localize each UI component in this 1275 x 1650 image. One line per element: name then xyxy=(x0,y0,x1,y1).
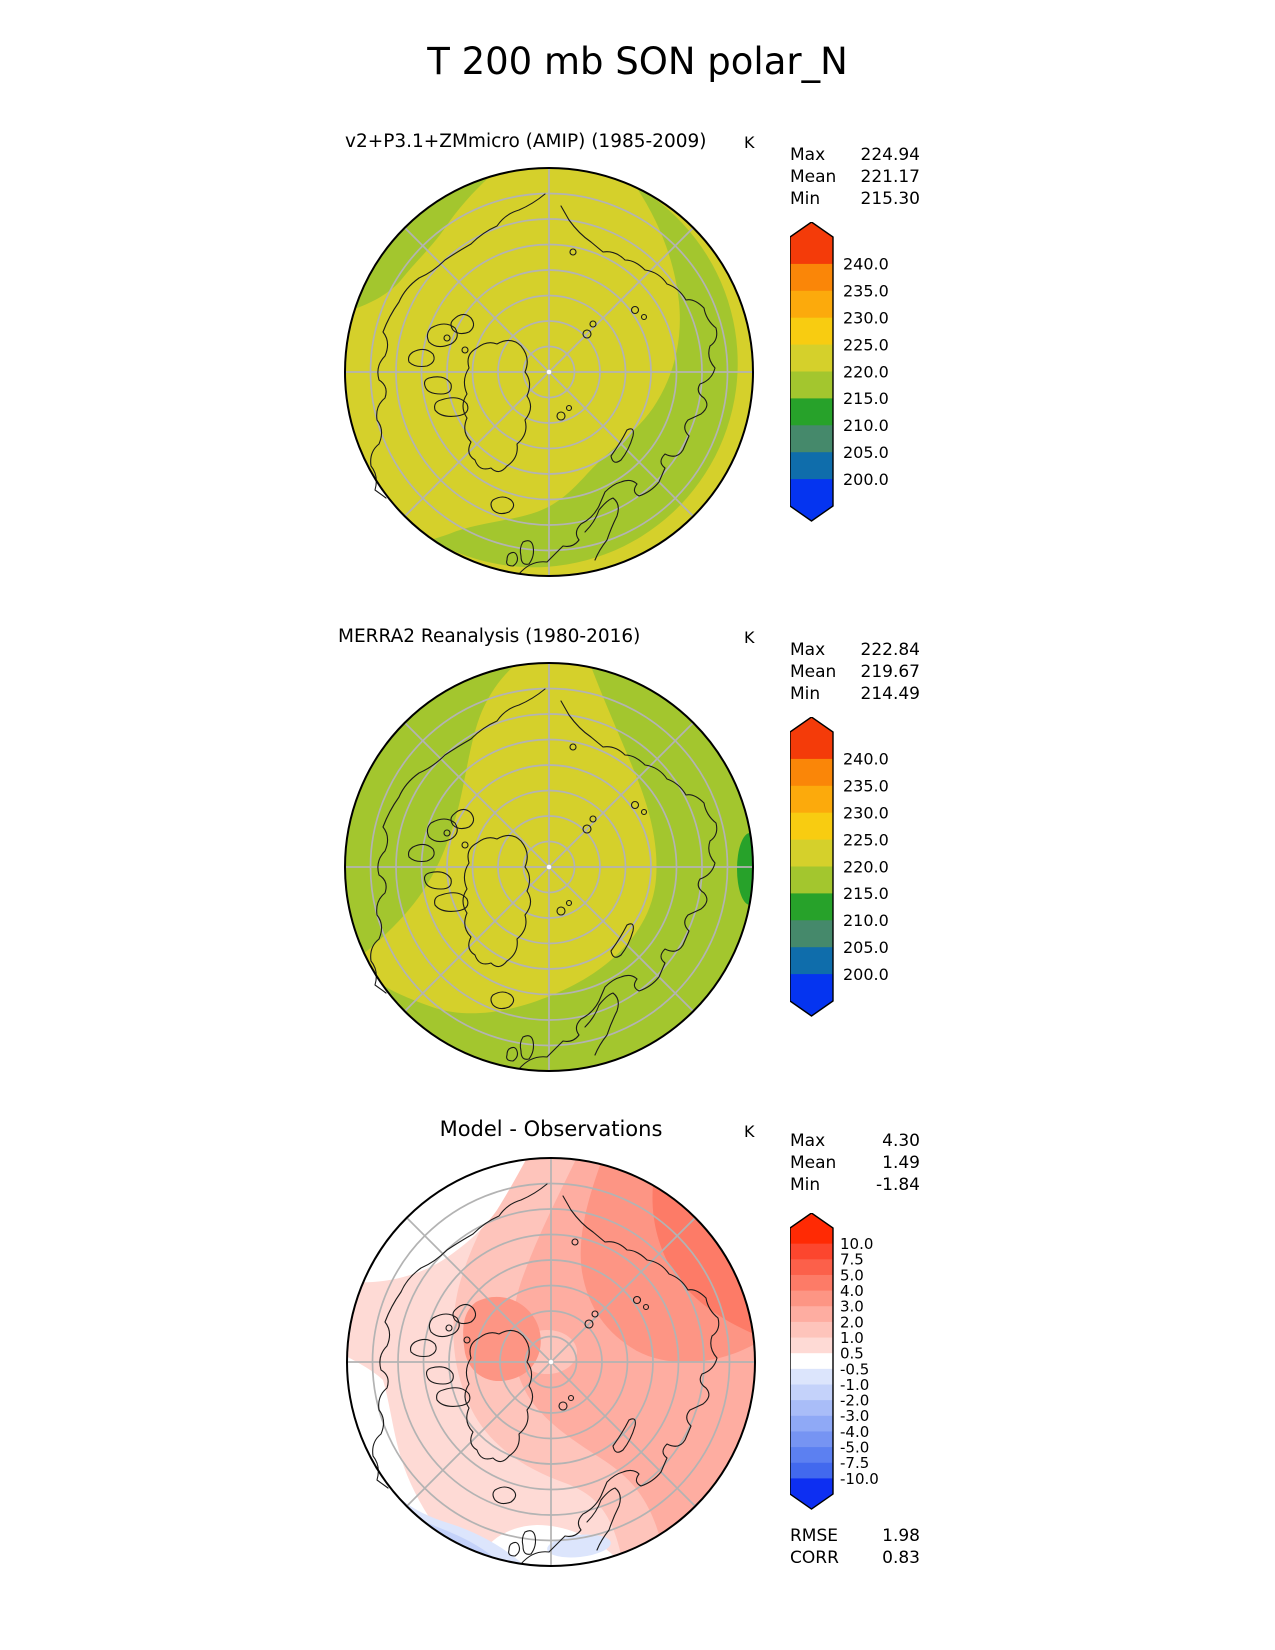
stat-row xyxy=(790,167,920,189)
stat-label: Max xyxy=(790,145,826,165)
svg-text:5.0: 5.0 xyxy=(840,1266,864,1285)
svg-text:-5.0: -5.0 xyxy=(840,1438,870,1457)
stat-label: Min xyxy=(790,1174,821,1195)
metric-value: 1.98 xyxy=(882,1526,920,1546)
svg-text:230.0: 230.0 xyxy=(843,803,889,823)
panel3-title: Model - Observations xyxy=(439,1117,663,1141)
svg-text:235.0: 235.0 xyxy=(843,281,889,301)
figure-title: T 200 mb SON polar_N xyxy=(427,40,848,83)
svg-text:7.5: 7.5 xyxy=(840,1250,864,1269)
svg-text:3.0: 3.0 xyxy=(840,1297,864,1316)
stat-row xyxy=(790,145,920,167)
svg-text:4.0: 4.0 xyxy=(840,1282,864,1300)
svg-text:200.0: 200.0 xyxy=(843,964,889,984)
stat-row xyxy=(790,662,920,684)
panel2-polar-map xyxy=(339,657,759,1077)
stat-label: Min xyxy=(790,683,821,704)
stat-label: Max xyxy=(790,640,826,660)
metric-row xyxy=(790,1548,920,1570)
panel3-metrics xyxy=(790,1526,920,1570)
svg-text:210.0: 210.0 xyxy=(843,911,889,931)
stat-value: 221.17 xyxy=(860,166,920,187)
stat-label: Mean xyxy=(790,166,837,187)
stat-row xyxy=(790,1175,920,1197)
svg-text:205.0: 205.0 xyxy=(843,937,889,957)
stat-value: 222.84 xyxy=(860,640,920,660)
stat-row xyxy=(790,684,920,706)
svg-text:-0.5: -0.5 xyxy=(840,1360,870,1379)
stat-value: 215.30 xyxy=(860,188,920,209)
pole-dot xyxy=(549,1360,554,1365)
svg-text:225.0: 225.0 xyxy=(843,830,889,850)
svg-text:-2.0: -2.0 xyxy=(840,1391,870,1410)
svg-text:-3.0: -3.0 xyxy=(840,1407,870,1426)
svg-text:215.0: 215.0 xyxy=(843,884,889,904)
stat-row xyxy=(790,640,920,662)
panel2-stats xyxy=(790,640,920,705)
stat-label: Mean xyxy=(790,1152,837,1173)
svg-text:-10.0: -10.0 xyxy=(840,1469,879,1488)
svg-text:240.0: 240.0 xyxy=(843,254,889,274)
svg-text:230.0: 230.0 xyxy=(843,308,889,328)
panel3-stats xyxy=(790,1131,920,1196)
stat-row xyxy=(790,1153,920,1175)
svg-text:235.0: 235.0 xyxy=(843,776,889,796)
stat-value: 219.67 xyxy=(860,661,920,682)
stat-value: 224.94 xyxy=(860,145,920,165)
svg-text:0.5: 0.5 xyxy=(840,1344,864,1363)
stat-label: Max xyxy=(790,1131,826,1151)
panel2-units-label: K xyxy=(744,628,755,647)
svg-text:1.0: 1.0 xyxy=(840,1328,864,1347)
panel1-title: v2+P3.1+ZMmicro (AMIP) (1985-2009) xyxy=(345,131,707,152)
stat-value: 4.30 xyxy=(882,1131,920,1151)
svg-text:240.0: 240.0 xyxy=(843,749,889,769)
metric-label: RMSE xyxy=(790,1526,839,1546)
panel3-polar-map xyxy=(341,1152,761,1572)
panel1-colorbar xyxy=(790,222,905,522)
svg-text:215.0: 215.0 xyxy=(843,389,889,409)
stat-value: -1.84 xyxy=(876,1174,920,1195)
pole-dot xyxy=(547,370,552,375)
stat-value: 214.49 xyxy=(860,683,920,704)
panel1-polar-map xyxy=(339,162,759,582)
svg-text:225.0: 225.0 xyxy=(843,335,889,355)
pole-dot xyxy=(547,865,552,870)
svg-text:200.0: 200.0 xyxy=(843,469,889,489)
metric-label: CORR xyxy=(790,1547,839,1568)
svg-text:-1.0: -1.0 xyxy=(840,1375,870,1394)
panel3-units-label: K xyxy=(744,1122,755,1141)
stat-row xyxy=(790,189,920,211)
svg-text:220.0: 220.0 xyxy=(843,857,889,877)
svg-text:10.0: 10.0 xyxy=(840,1235,874,1254)
stat-label: Mean xyxy=(790,661,837,682)
svg-text:-4.0: -4.0 xyxy=(840,1422,870,1441)
metric-row xyxy=(790,1526,920,1548)
svg-text:210.0: 210.0 xyxy=(843,416,889,436)
svg-text:2.0: 2.0 xyxy=(840,1313,864,1332)
stat-row xyxy=(790,1131,920,1153)
panel1-units-label: K xyxy=(744,133,755,152)
stat-value: 1.49 xyxy=(882,1152,920,1173)
panel2-title: MERRA2 Reanalysis (1980-2016) xyxy=(338,626,641,647)
svg-text:205.0: 205.0 xyxy=(843,442,889,462)
svg-text:220.0: 220.0 xyxy=(843,362,889,382)
stat-label: Min xyxy=(790,188,821,209)
metric-value: 0.83 xyxy=(882,1547,920,1568)
panel3-colorbar xyxy=(790,1213,902,1511)
panel1-stats xyxy=(790,145,920,210)
svg-text:-7.5: -7.5 xyxy=(840,1454,870,1473)
panel2-colorbar xyxy=(790,717,905,1017)
